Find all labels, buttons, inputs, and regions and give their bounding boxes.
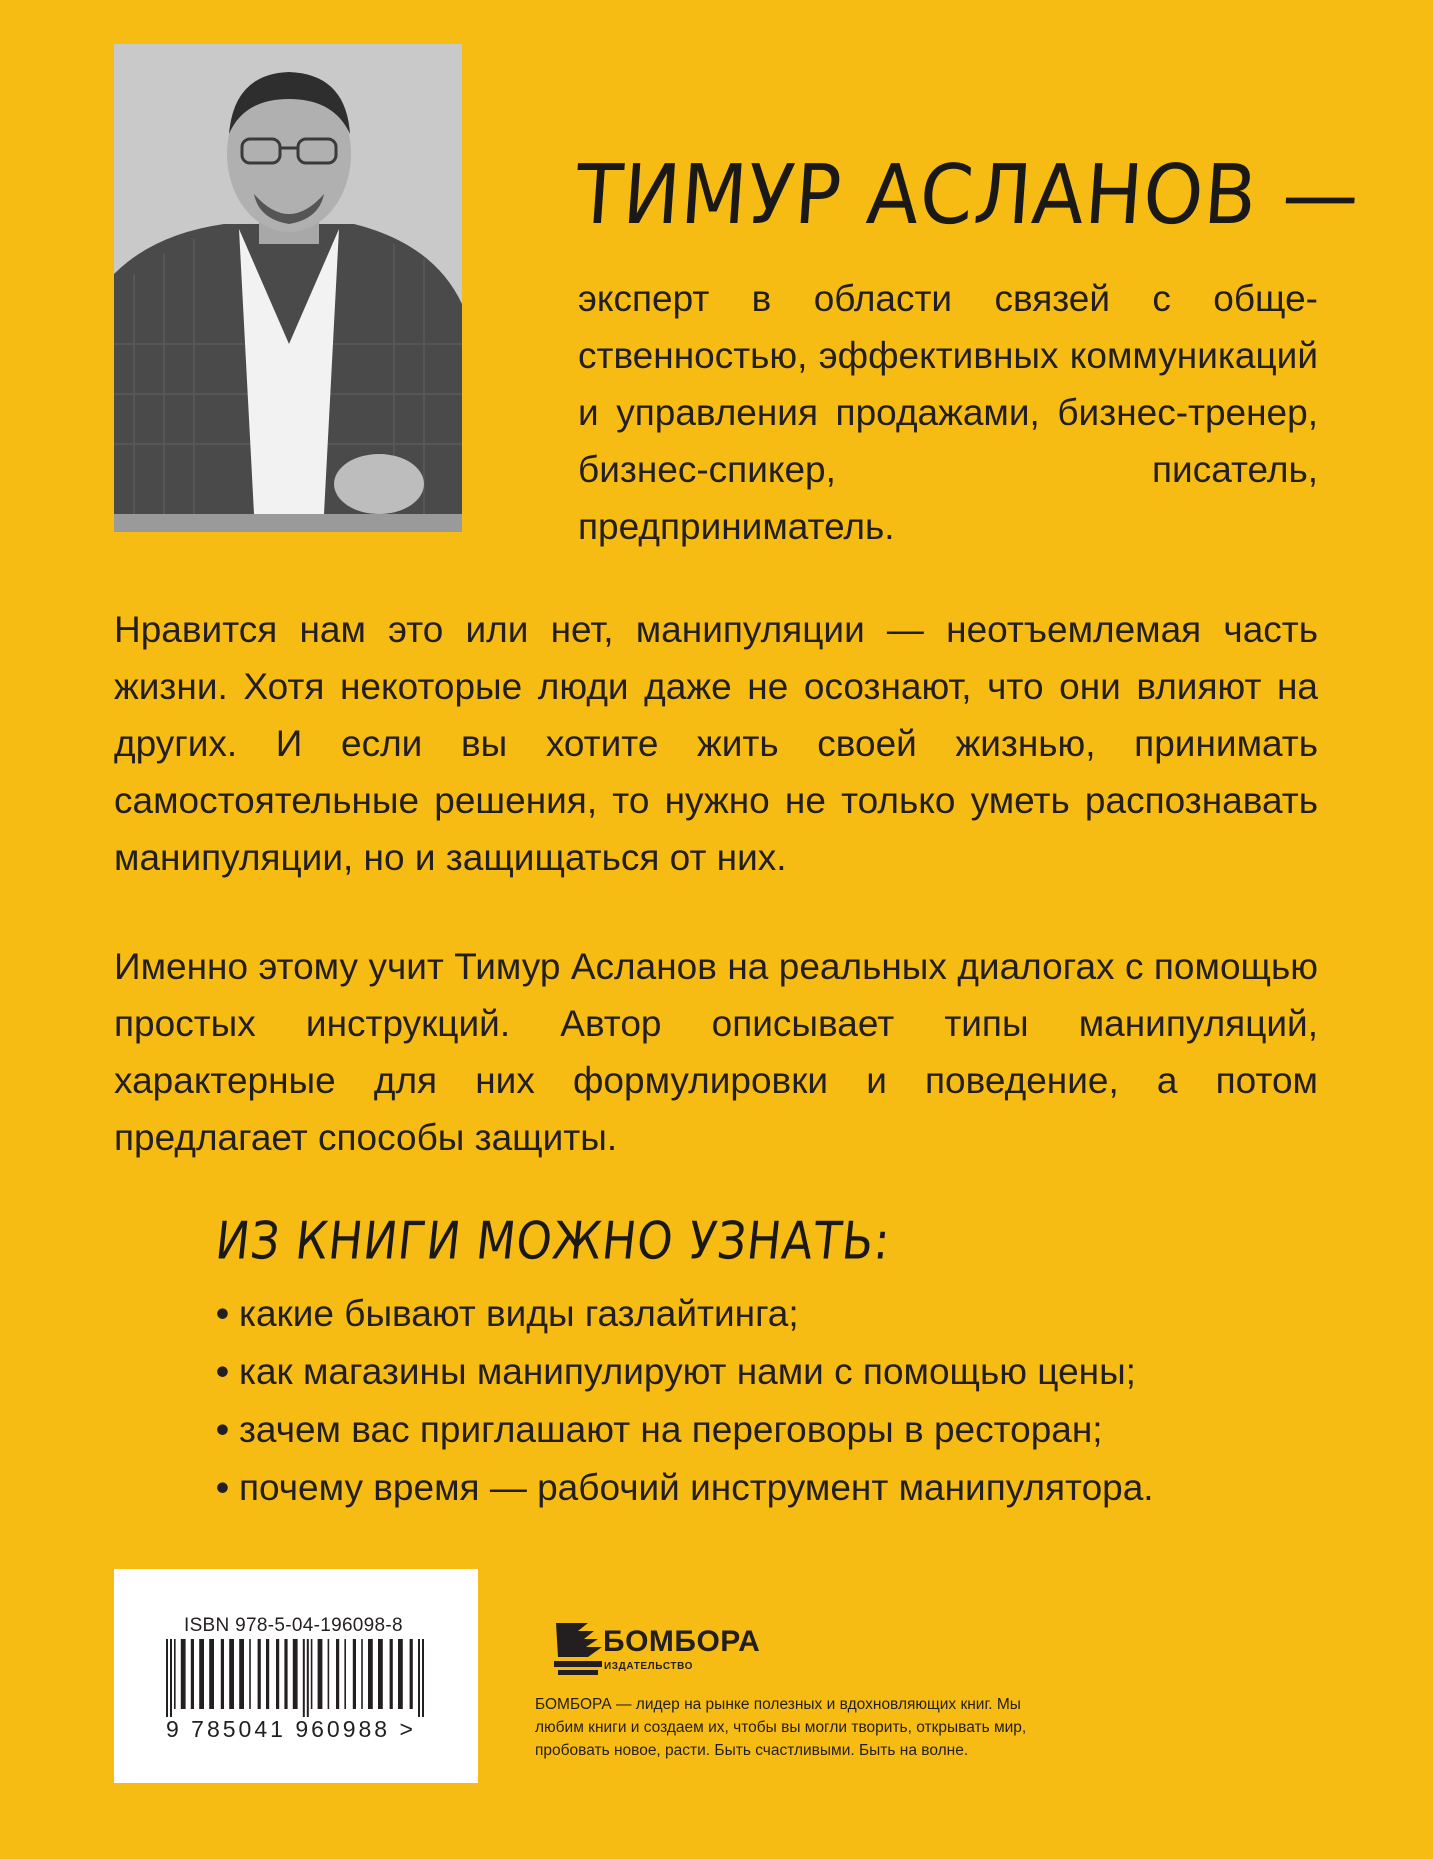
barcode-bar	[239, 1639, 244, 1709]
list-item	[216, 1285, 1326, 1343]
barcode-bar	[209, 1639, 214, 1709]
bullet-icon: •	[216, 1351, 229, 1392]
isbn-label: ISBN 978-5-04-196098-8	[184, 1615, 403, 1636]
barcode-bar	[318, 1639, 323, 1709]
bullet-icon: •	[216, 1467, 229, 1508]
list-item	[216, 1401, 1326, 1459]
author-portrait-illustration	[114, 44, 462, 532]
barcode-bar	[293, 1639, 298, 1709]
barcode-bar	[170, 1639, 172, 1717]
list-item-text: почему время — рабочий инструмент манипулятора.	[238, 1467, 1154, 1508]
list-item-text: зачем вас приглашают на переговоры в ресторан;	[238, 1409, 1103, 1450]
barcode-bar	[361, 1639, 363, 1709]
publisher-name: БОМБОРА	[603, 1625, 761, 1658]
barcode-bar	[328, 1639, 330, 1709]
barcode-panel	[114, 1569, 478, 1783]
barcode-bar	[181, 1639, 186, 1709]
barcode-bar	[378, 1639, 383, 1709]
barcode-bar	[199, 1639, 204, 1709]
author-photo	[114, 44, 462, 532]
barcode-bar	[368, 1639, 373, 1709]
barcode-bar	[191, 1639, 194, 1709]
barcode-bar	[336, 1639, 339, 1709]
barcode-bar	[229, 1639, 234, 1709]
list-item-text: как магазины манипулируют нами с помощью цены;	[238, 1351, 1136, 1392]
learn-heading: ИЗ КНИГИ МОЖНО УЗНАТЬ:	[212, 1210, 894, 1271]
barcode-bar	[276, 1639, 279, 1709]
barcode-bar	[174, 1639, 176, 1709]
barcode-bar	[258, 1639, 261, 1709]
barcode-bar	[418, 1639, 420, 1717]
barcode-icon	[162, 1639, 432, 1717]
publisher-blurb: БОМБОРА — лидер на рынке полезных и вдохновляющих книг. Мы любим книги и создаем их, чтобы вы могли творить, открывать мир, пробовать новое, расти. Быть счастливыми. Быть на волне.	[535, 1696, 1027, 1759]
barcode-bar	[166, 1639, 168, 1717]
bullet-icon: •	[216, 1293, 229, 1334]
barcode-bar	[303, 1639, 305, 1717]
author-name-heading: ТИМУР АСЛАНОВ —	[572, 146, 1363, 243]
list-item	[216, 1459, 1326, 1517]
publisher-logo-icon	[548, 1617, 608, 1679]
barcode-bar	[398, 1639, 403, 1709]
list-item-text: какие бывают виды газлайтинга;	[238, 1293, 799, 1334]
barcode-bar	[410, 1639, 413, 1709]
list-item	[216, 1343, 1326, 1401]
barcode-digits: 9 785041 960988 >	[166, 1716, 416, 1742]
author-description: эксперт в области связей с общественностью, эффективных коммуникаций и управления продажами, бизнес-тренер, бизнес-спикер, писатель, предприниматель.	[578, 278, 1318, 547]
barcode-bar	[266, 1639, 269, 1709]
barcode-bar	[249, 1639, 251, 1709]
barcode-bar	[284, 1639, 287, 1709]
barcode-bar	[422, 1639, 424, 1717]
publisher-subtitle: ИЗДАТЕЛЬСТВО	[604, 1661, 694, 1672]
method-paragraph: Именно этому учит Тимур Асланов на реальных диалогах с помощью простых инструкций. Автор описывает типы манипуляций, характерные для них формулировки и поведение, а потом предлагает способы защиты.	[114, 946, 1318, 1158]
barcode-bar	[390, 1639, 393, 1709]
learn-list	[216, 1285, 1326, 1517]
barcode-bar	[353, 1639, 356, 1709]
barcode-bar	[344, 1639, 346, 1709]
barcode-bar	[307, 1639, 309, 1717]
intro-paragraph: Нравится нам это или нет, манипуляции — неотъемлемая часть жизни. Хотя некоторые люди даже не осознают, что они влияют на других. И если вы хотите жить своей жизнью, принимать самостоятельные решения, то нужно не только уметь распознавать манипуляции, но и защищаться от них.	[114, 609, 1318, 878]
barcode-bar	[311, 1639, 313, 1709]
bullet-icon: •	[216, 1409, 229, 1450]
barcode-bar	[221, 1639, 224, 1709]
